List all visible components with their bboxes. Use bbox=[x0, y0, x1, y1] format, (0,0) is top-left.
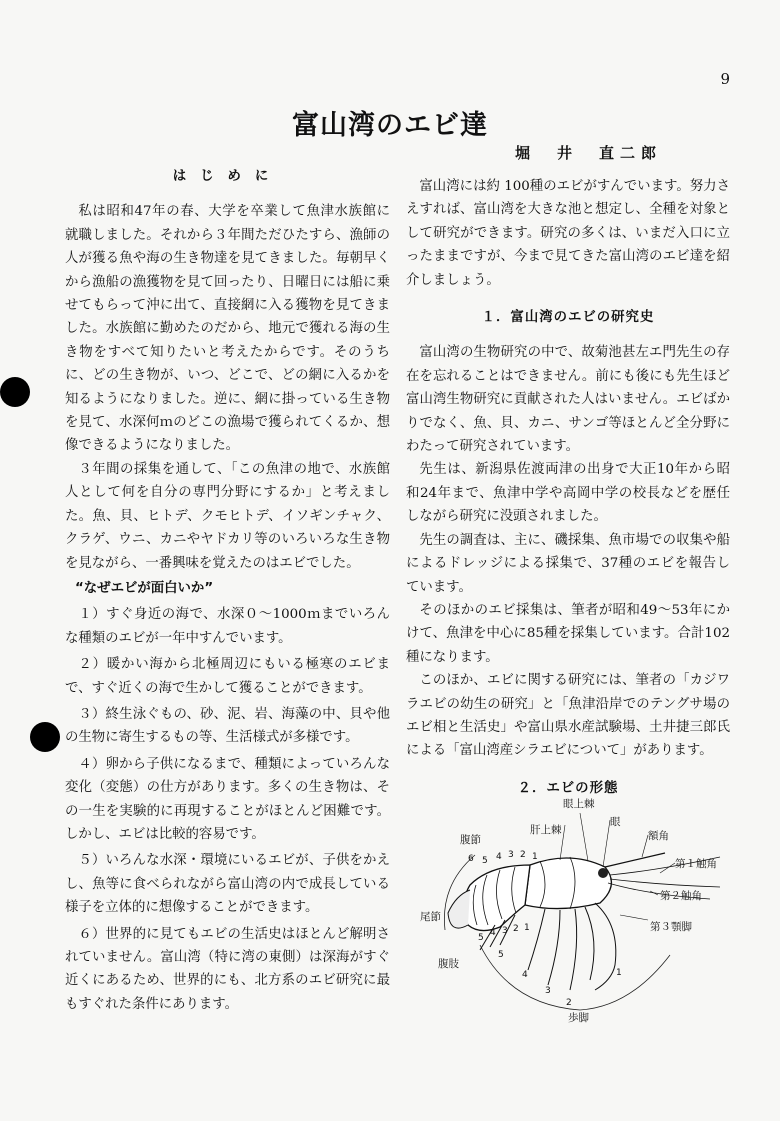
paragraph: 先生の調査は、主に、磯採集、魚市場での収集や船によるドレッジによる採集で、37種のエビを報告しています。 bbox=[406, 532, 730, 595]
segment-number: 3 bbox=[508, 850, 514, 860]
paragraph: そのほかのエビ採集は、筆者が昭和49～53年にかけて、魚津を中心に85種を採集しています。合計102種になります。 bbox=[406, 602, 730, 665]
pleopod-number: 5 bbox=[478, 933, 484, 943]
leg-arc bbox=[480, 945, 670, 1010]
paragraph: 先生は、新潟県佐渡両津の出身で大正10年から昭和24年まで、魚津中学や高岡中学の校長などを歴任しながら研究に没頭されました。 bbox=[406, 462, 730, 525]
paragraph: 私は昭和47年の春、大学を卒業して魚津水族館に就職しました。それから３年間ただひたすら、漁師の人が獲る魚や海の生き物達を見てきました。毎朝早くから漁船の漁獲物を見て回ったり、日曜日には船に乗せてもらって沖に出て、直接網に入る獲物を見てきました。水族館に勤めたのだから、地元で獲れる海の生き物をすべて知りたいと考えたからです。そのうちに、どの生き物が、いつ、どこで、どの網に入るかを知るようになりました。逆に、網に掛っている生き物を見て、水深何ｍのどこの漁場で獲られてくるか、想像できるようになりました。 bbox=[65, 204, 390, 454]
list-item: ６）世界的に見てもエビの生活史はほとんど解明されていません。富山湾（特に湾の東側）は深海がすぐ近くにあるため、世界的にも、北方系のエビ研究に最もすぐれた条件にあります。 bbox=[65, 926, 390, 1012]
paragraph: このほか、エビに関する研究には、筆者の「カジワラエビの幼生の研究」と「魚津沿岸でのテングサ場のエビ相と生活史」や富山県水産試験場、土井捷三郎氏による「富山湾産シラエビについて」があります。 bbox=[406, 673, 730, 759]
label-hepatic-spine: 肝上棘 bbox=[530, 824, 562, 836]
label-telson: 尾節 bbox=[420, 911, 441, 923]
leg-number: 4 bbox=[522, 970, 528, 980]
leg-number: 1 bbox=[616, 968, 622, 978]
punch-hole bbox=[0, 377, 30, 407]
label-second-antenna: 第２触角 bbox=[660, 890, 702, 902]
list-item: １）すぐ身近の海で、水深０～1000ｍまでいろんな種類のエビが一年中すんでいます。 bbox=[65, 607, 390, 646]
shrimp-telson bbox=[448, 890, 470, 928]
page-number: 9 bbox=[720, 70, 730, 88]
list-item: ３）終生泳ぐもの、砂、泥、岩、海藻の中、貝や他の生物に寄生するもの等、生活様式が多様です。 bbox=[65, 706, 390, 746]
label-eye-spine: 眼上棘 bbox=[563, 798, 595, 810]
article-title: 富山湾のエビ達 bbox=[292, 110, 488, 141]
label-walking-legs: 歩脚 bbox=[568, 1012, 589, 1024]
left-column bbox=[65, 165, 390, 1019]
subheading: “なぜエビが面白いか” bbox=[75, 580, 214, 596]
right-column bbox=[406, 175, 730, 812]
paragraph: 富山湾の生物研究の中で、故菊池甚左エ門先生の存在を忘れることはできません。前にも後にも先生ほど富山湾生物研究に貢献された人はいません。エビばかりでなく、魚、貝、カニ、サンゴ等ほとんど全分野にわたって研究されています。 bbox=[406, 345, 730, 455]
segment-number: 2 bbox=[520, 850, 526, 860]
list-item: ４）卵から子供になるまで、種類によっていろんな変化（変態）の仕方があります。多くの生き物は、その一生を実験的に再現することがほとんど困難です。しかし、エビは比較的容易です。 bbox=[65, 756, 390, 842]
leg-number: 2 bbox=[566, 998, 572, 1008]
pleopod-number: 1 bbox=[524, 923, 530, 933]
shrimp-morphology-figure bbox=[420, 795, 732, 1025]
shrimp-carapace bbox=[525, 858, 611, 909]
segment-number: 4 bbox=[496, 852, 502, 862]
label-abdominal-segments: 腹節 bbox=[460, 834, 481, 846]
label-rostrum: 額角 bbox=[648, 830, 669, 842]
list-item: ５）いろんな水深・環境にいるエビが、子供をかえし、魚等に食べられながら富山湾の内で成長している様子を立体的に想像することができます。 bbox=[65, 853, 390, 916]
pleopod-number: 4 bbox=[490, 928, 496, 938]
paragraph: ３年間の採集を通して、「この魚津の地で、水族館人として何を自分の専門分野にするか」と考えました。魚、貝、ヒトデ、クモヒトデ、イソギンチャク、クラゲ、ウニ、カニやヤドカリ等のいろいろな生き物を見ながら、一番興味を覚えたのはエビでした。 bbox=[65, 461, 390, 571]
pleopod-number: 3 bbox=[502, 926, 508, 936]
shrimp-antenna bbox=[610, 879, 720, 887]
segment-number: 5 bbox=[482, 856, 488, 866]
label-pleopods: 腹肢 bbox=[438, 958, 459, 970]
leg-number: 5 bbox=[498, 950, 504, 960]
segment-number: 1 bbox=[532, 852, 538, 862]
shrimp-rostrum bbox=[605, 853, 665, 867]
author-name: 堀 井 直二郎 bbox=[514, 144, 662, 162]
list-item: ２）暖かい海から北極周辺にもいる極寒のエビまで、すぐ近くの海で生かして獲ることができます。 bbox=[65, 657, 390, 696]
section-heading-history: １．富山湾のエビの研究史 bbox=[481, 310, 655, 326]
section-heading-intro: はじめに bbox=[172, 169, 283, 184]
label-first-antenna: 第１触角 bbox=[675, 858, 717, 870]
pleopod-number: 2 bbox=[513, 924, 519, 934]
leg-number: 3 bbox=[545, 986, 551, 996]
segment-number: 6 bbox=[468, 854, 474, 864]
punch-hole bbox=[30, 722, 60, 752]
label-eye: 眼 bbox=[610, 816, 621, 828]
section-heading-morphology: ２．エビの形態 bbox=[517, 780, 619, 796]
label-third-maxilliped: 第３顎脚 bbox=[650, 921, 692, 933]
shrimp-eye bbox=[598, 868, 608, 878]
paragraph: 富山湾には約 100種のエビがすんでいます。努力さえすれば、富山湾を大きな池と想定し、全種を対象として研究ができます。研究の多くは、いまだ入口に立ったままですが、今まで見てきた富山湾のエビ達を紹介しましょう。 bbox=[406, 179, 730, 288]
